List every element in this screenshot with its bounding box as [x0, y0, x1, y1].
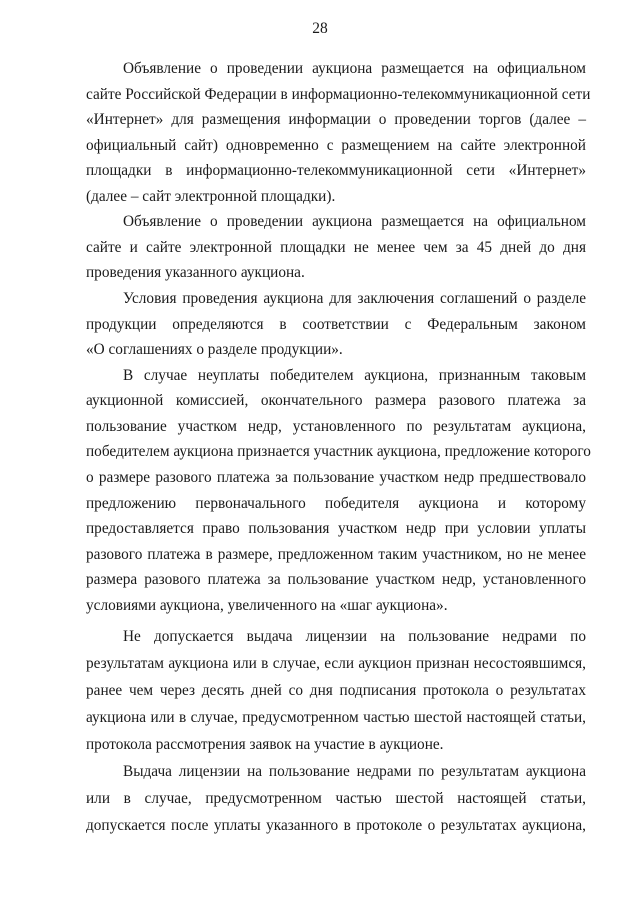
paragraph-line: Объявление о проведении аукциона размещается на официальном	[123, 213, 586, 230]
paragraph-line: Не допускается выдача лицензии на пользование недрами по	[123, 628, 586, 645]
paragraph-line: пользование участком недр, установленного по результатам аукциона,	[86, 418, 586, 435]
paragraph-line: аукционной комиссией, окончательного размера разового платежа за	[86, 392, 586, 409]
paragraph-line: предоставляется право пользования участком недр при условии уплаты	[86, 520, 586, 537]
paragraph-line: допускается после уплаты указанного в протоколе о результатах аукциона,	[86, 817, 586, 834]
paragraph-line: сайте и сайте электронной площадки не менее чем за 45 дней до дня	[86, 239, 586, 256]
page-number: 28	[312, 20, 328, 37]
paragraph-line: Объявление о проведении аукциона размещается на официальном	[123, 60, 586, 77]
paragraph-line: официальный сайт) одновременно с размещением на сайте электронной	[86, 137, 586, 154]
paragraph-line: о размере разового платежа за пользование участком недр предшествовало	[86, 469, 586, 486]
paragraph-line: В случае неуплаты победителем аукциона, признанным таковым	[123, 367, 586, 384]
paragraph-line: победителем аукциона признается участник аукциона, предложение которого	[86, 443, 591, 460]
paragraph-line: продукции определяются в соответствии с Федеральным законом	[86, 316, 586, 333]
paragraph-line: или в случае, предусмотренном частью шестой настоящей статьи,	[86, 790, 586, 807]
paragraph-line: проведения указанного аукциона.	[86, 264, 305, 281]
paragraph-line: протокола рассмотрения заявок на участие в аукционе.	[86, 736, 444, 753]
paragraph-line: размера разового платежа за пользование участком недр, установленного	[86, 571, 586, 588]
paragraph-line: (далее – сайт электронной площадки).	[86, 188, 336, 205]
paragraph-line: разового платежа в размере, предложенном таким участником, но не менее	[86, 546, 586, 563]
paragraph-line: площадки в информационно-телекоммуникационной сети «Интернет»	[86, 162, 586, 179]
paragraph-line: условиями аукциона, увеличенного на «шаг аукциона».	[86, 597, 448, 614]
paragraph-line: аукциона или в случае, предусмотренном частью шестой настоящей статьи,	[86, 709, 586, 726]
paragraph-line: результатам аукциона или в случае, если аукцион признан несостоявшимся,	[86, 655, 586, 672]
paragraph-line: предложению первоначального победителя аукциона и которому	[86, 495, 586, 512]
paragraph-line: Выдача лицензии на пользование недрами по результатам аукциона	[123, 763, 586, 780]
paragraph-line: Условия проведения аукциона для заключения соглашений о разделе	[123, 290, 586, 307]
paragraph-line: «Интернет» для размещения информации о проведении торгов (далее –	[86, 111, 586, 128]
paragraph-line: «О соглашениях о разделе продукции».	[86, 341, 343, 358]
paragraph-line: сайте Российской Федерации в информационно-телекоммуникационной сети	[86, 86, 591, 103]
paragraph-line: ранее чем через десять дней со дня подписания протокола о результатах	[86, 682, 586, 699]
